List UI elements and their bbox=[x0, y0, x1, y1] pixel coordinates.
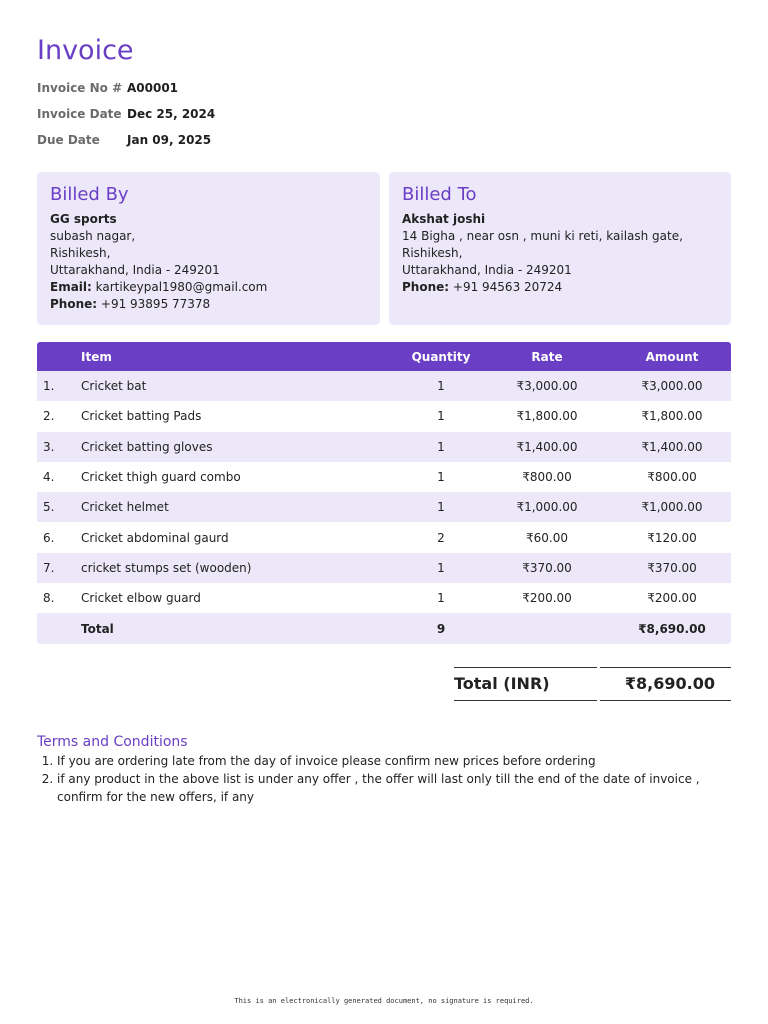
cell-no: 6. bbox=[43, 530, 55, 545]
cell-no: 2. bbox=[43, 409, 55, 424]
terms-section bbox=[37, 732, 731, 806]
billed-to-phone bbox=[402, 279, 718, 296]
meta-label: Invoice No # bbox=[37, 81, 123, 95]
meta-row-due-date bbox=[37, 130, 215, 156]
cell-quantity: 2 bbox=[437, 530, 445, 545]
total-amount: ₹8,690.00 bbox=[638, 621, 706, 636]
cell-rate: ₹3,000.00 bbox=[516, 379, 578, 394]
cell-no: 7. bbox=[43, 560, 55, 575]
cell-amount: ₹1,400.00 bbox=[641, 439, 703, 454]
cell-amount: ₹200.00 bbox=[647, 591, 697, 606]
billed-by-email bbox=[50, 279, 367, 296]
meta-value: Jan 09, 2025 bbox=[127, 133, 212, 147]
cell-rate: ₹1,800.00 bbox=[516, 409, 578, 424]
cell-amount: ₹1,000.00 bbox=[641, 500, 703, 515]
cell-no: 3. bbox=[43, 439, 55, 454]
invoice-meta bbox=[37, 78, 215, 156]
meta-row-invoice-date bbox=[37, 104, 215, 130]
cell-item: Cricket bat bbox=[81, 379, 147, 394]
terms-item: 1. If you are ordering late from the day of invoice please confirm new prices before ordering bbox=[57, 752, 731, 770]
meta-row-invoice-no bbox=[37, 78, 215, 104]
cell-item: Cricket abdominal gaurd bbox=[81, 530, 229, 545]
billed-by-phone bbox=[50, 296, 367, 313]
phone-label: Phone: bbox=[50, 297, 98, 311]
billed-by-card bbox=[37, 172, 380, 325]
table-row bbox=[37, 522, 731, 552]
table-header bbox=[37, 342, 731, 371]
cell-quantity: 1 bbox=[437, 439, 445, 454]
cell-no: 8. bbox=[43, 591, 55, 606]
cell-item: Cricket thigh guard combo bbox=[81, 470, 241, 485]
cell-quantity: 1 bbox=[437, 560, 445, 575]
cell-item: Cricket batting Pads bbox=[81, 409, 202, 424]
cell-quantity: 1 bbox=[437, 591, 445, 606]
footer-note: This is an electronically generated document, no signature is required. bbox=[234, 997, 534, 1005]
billed-to-heading: Billed To bbox=[402, 184, 477, 205]
grand-total-divider bbox=[597, 666, 600, 702]
phone-label: Phone: bbox=[402, 280, 450, 294]
phone-value: +91 93895 77378 bbox=[100, 297, 211, 311]
header-item: Item bbox=[81, 349, 112, 364]
table-total-row bbox=[37, 613, 731, 643]
cell-amount: ₹1,800.00 bbox=[641, 409, 703, 424]
billed-by-address-line: subash nagar, bbox=[50, 229, 136, 243]
table-row bbox=[37, 401, 731, 431]
cell-amount: ₹120.00 bbox=[647, 530, 697, 545]
billed-by-name: GG sports bbox=[50, 212, 117, 226]
cell-amount: ₹370.00 bbox=[647, 560, 697, 575]
billed-by-heading: Billed By bbox=[50, 184, 129, 205]
meta-value: A00001 bbox=[127, 81, 179, 95]
cell-rate: ₹60.00 bbox=[526, 530, 568, 545]
cell-amount: ₹800.00 bbox=[647, 470, 697, 485]
table-row bbox=[37, 371, 731, 401]
table-row bbox=[37, 583, 731, 613]
billed-to-address-line: 14 Bigha , near osn , muni ki reti, kailash gate, bbox=[402, 229, 683, 243]
cell-rate: ₹1,000.00 bbox=[516, 500, 578, 515]
table-row bbox=[37, 553, 731, 583]
header-amount: Amount bbox=[645, 349, 699, 364]
total-label: Total bbox=[81, 621, 114, 636]
billed-to-address-line: Rishikesh, bbox=[402, 246, 463, 260]
cell-amount: ₹3,000.00 bbox=[641, 379, 703, 394]
cell-quantity: 1 bbox=[437, 379, 445, 394]
grand-total-value: ₹8,690.00 bbox=[624, 674, 715, 693]
table-row bbox=[37, 492, 731, 522]
billed-by-address-line: Rishikesh, bbox=[50, 246, 111, 260]
phone-value: +91 94563 20724 bbox=[452, 280, 563, 294]
cell-quantity: 1 bbox=[437, 409, 445, 424]
table-row bbox=[37, 462, 731, 492]
header-rate: Rate bbox=[531, 349, 563, 364]
cell-no: 5. bbox=[43, 500, 55, 515]
billed-to-name: Akshat joshi bbox=[402, 212, 486, 226]
terms-heading: Terms and Conditions bbox=[37, 734, 188, 750]
cell-rate: ₹1,400.00 bbox=[516, 439, 578, 454]
cell-item: Cricket batting gloves bbox=[81, 439, 213, 454]
terms-list bbox=[37, 752, 731, 806]
grand-total bbox=[454, 667, 731, 701]
cell-quantity: 1 bbox=[437, 470, 445, 485]
header-quantity: Quantity bbox=[411, 349, 471, 364]
table-row bbox=[37, 432, 731, 462]
cell-rate: ₹200.00 bbox=[522, 591, 572, 606]
billed-to-address-line: Uttarakhand, India - 249201 bbox=[402, 263, 572, 277]
cell-item: Cricket helmet bbox=[81, 500, 169, 515]
total-quantity: 9 bbox=[436, 621, 446, 636]
email-value: kartikeypal1980@gmail.com bbox=[95, 280, 268, 294]
cell-no: 1. bbox=[43, 379, 55, 394]
cell-quantity: 1 bbox=[437, 500, 445, 515]
billed-by-address-line: Uttarakhand, India - 249201 bbox=[50, 263, 220, 277]
cell-item: cricket stumps set (wooden) bbox=[81, 560, 252, 575]
cell-rate: ₹370.00 bbox=[522, 560, 572, 575]
meta-value: Dec 25, 2024 bbox=[127, 107, 216, 121]
cell-rate: ₹800.00 bbox=[522, 470, 572, 485]
cell-item: Cricket elbow guard bbox=[81, 591, 201, 606]
email-label: Email: bbox=[50, 280, 92, 294]
meta-label: Due Date bbox=[37, 133, 100, 147]
items-table bbox=[37, 342, 731, 644]
billed-to-card bbox=[389, 172, 731, 325]
terms-item: 2. if any product in the above list is under any offer , the offer will last only till the end of the date of invoice , confirm for the new offers, if any bbox=[57, 770, 731, 806]
grand-total-label: Total (INR) bbox=[454, 668, 599, 700]
meta-label: Invoice Date bbox=[37, 107, 122, 121]
cell-no: 4. bbox=[43, 470, 55, 485]
page-title: Invoice bbox=[37, 35, 134, 66]
